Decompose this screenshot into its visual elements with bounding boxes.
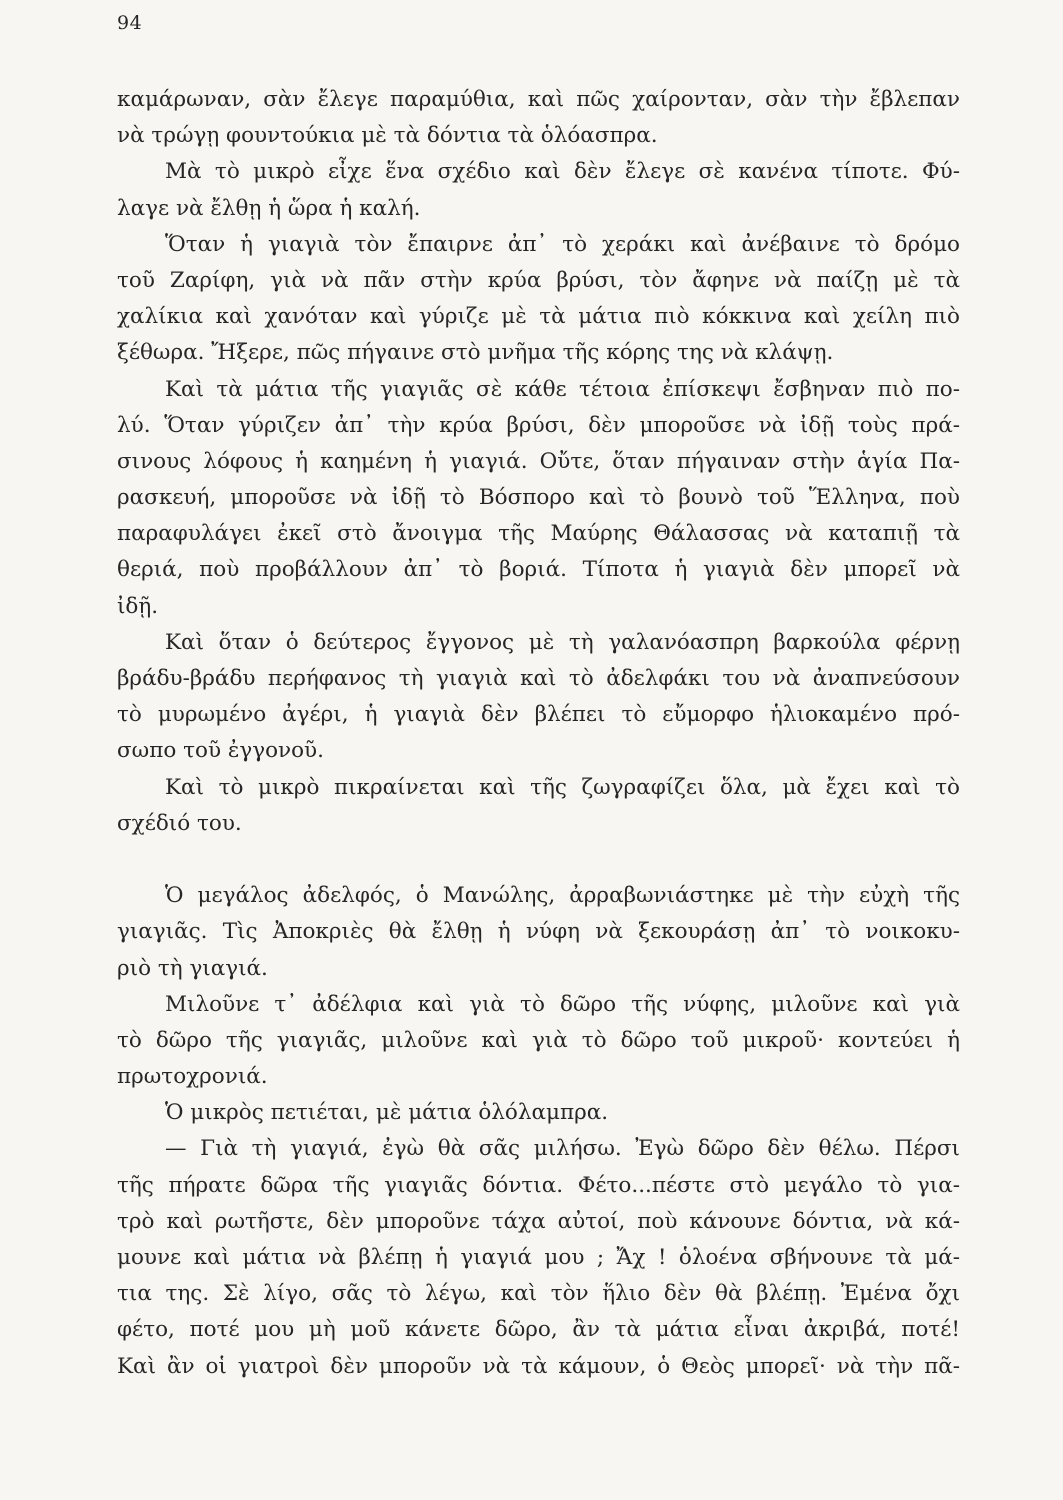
text-line: νὰ τρώγῃ φουντούκια μὲ τὰ δόντια τὰ ὁλόασπρα. [117,123,658,149]
text-line: λαγε νὰ ἔλθῃ ἡ ὥρα ἡ καλή. [117,195,421,221]
text-line: λύ. Ὅταν γύριζεν ἀπ᾽ τὴν κρύα βρύσι, δὲν μποροῦσε νὰ ἰδῇ τοὺς πρά- [117,412,960,438]
text-line: Καὶ ἂν οἱ γιατροὶ δὲν μποροῦν νὰ τὰ κάμουν, ὁ Θεὸς μπορεῖ· νὰ τὴν πᾶ- [117,1353,960,1379]
text-line: χαλίκια καὶ χανόταν καὶ γύριζε μὲ τὰ μάτια πιὸ κόκκινα καὶ χείλη πιὸ [117,304,960,330]
text-line: Ὅταν ἡ γιαγιὰ τὸν ἔπαιρνε ἀπ᾽ τὸ χεράκι καὶ ἀνέβαινε τὸ δρόμο [165,231,960,257]
text-line: Μιλοῦνε τ᾽ ἀδέλφια καὶ γιὰ τὸ δῶρο τῆς νύφης, μιλοῦνε καὶ γιὰ [165,991,960,1017]
text-line: τοῦ Ζαρίφη, γιὰ νὰ πᾶν στὴν κρύα βρύσι, τὸν ἄφηνε νὰ παίζῃ μὲ τὰ [117,267,960,293]
text-line: Μὰ τὸ μικρὸ εἶχε ἕνα σχέδιο καὶ δὲν ἔλεγε σὲ κανένα τίποτε. Φύ- [165,159,960,185]
text-line: τῆς πήρατε δῶρα τῆς γιαγιᾶς δόντια. Φέτο...πέστε στὸ μεγάλο τὸ για- [117,1172,960,1198]
text-line: ριὸ τὴ γιαγιά. [117,955,268,981]
text-line: Καὶ τὸ μικρὸ πικραίνεται καὶ τῆς ζωγραφίζει ὅλα, μὰ ἔχει καὶ τὸ [165,774,960,800]
text-line: σινους λόφους ἡ καημένη ἡ γιαγιά. Οὔτε, ὅταν πήγαιναν στὴν ἁγία Πα- [117,448,960,474]
text-line: καμάρωναν, σὰν ἔλεγε παραμύθια, καὶ πῶς χαίρονταν, σὰν τὴν ἔβλεπαν [117,87,960,112]
text-line: παραφυλάγει ἐκεῖ στὸ ἄνοιγμα τῆς Μαύρης Θάλασσας νὰ καταπιῇ τὰ [117,521,960,547]
paragraph-gap [117,842,960,878]
text-line: ἰδῇ. [117,593,159,619]
text-line: γιαγιᾶς. Τὶς Ἀποκριὲς θὰ ἔλθῃ ἡ νύφη νὰ ξεκουράσῃ ἀπ᾽ τὸ νοικοκυ- [117,919,960,945]
text-line: Ὁ μεγάλος ἀδελφός, ὁ Μανώλης, ἀρραβωνιάστηκε μὲ τὴν εὐχὴ τῆς [165,883,960,909]
text-line: θεριά, ποὺ προβάλλουν ἀπ᾽ τὸ βοριά. Τίποτα ἡ γιαγιὰ δὲν μπορεῖ νὰ [117,557,960,583]
text-line: τὸ δῶρο τῆς γιαγιᾶς, μιλοῦνε καὶ γιὰ τὸ δῶρο τοῦ μικροῦ· κοντεύει ἡ [117,1027,960,1053]
page-number: 94 [117,12,143,34]
text-line: τρὸ καὶ ρωτῆστε, δὲν μποροῦνε τάχα αὐτοί, ποὺ κάνουνε δόντια, νὰ κά- [117,1208,960,1234]
text-line: μουνε καὶ μάτια νὰ βλέπῃ ἡ γιαγιά μου ; Ἄχ ! ὁλοένα σβήνουνε τὰ μά- [117,1245,960,1270]
text-line: τὸ μυρωμένο ἀγέρι, ἡ γιαγιὰ δὲν βλέπει τὸ εὔμορφο ἡλιοκαμένο πρό- [117,702,960,728]
text-line: Ὁ μικρὸς πετιέται, μὲ μάτια ὁλόλαμπρα. [165,1100,609,1126]
text-line: τια της. Σὲ λίγο, σᾶς τὸ λέγω, καὶ τὸν ἥλιο δὲν θὰ βλέπῃ. Ἐμένα ὄχι [117,1281,960,1307]
text-line: Καὶ τὰ μάτια τῆς γιαγιᾶς σὲ κάθε τέτοια ἐπίσκεψι ἔσβηναν πιὸ πο- [165,376,960,402]
text-line: ξέθωρα. Ἤξερε, πῶς πήγαινε στὸ μνῆμα τῆς κόρης της νὰ κλάψῃ. [117,340,834,366]
text-line: πρωτοχρονιά. [117,1064,268,1090]
body-text [117,82,960,1385]
text-line: σχέδιό του. [117,810,242,836]
text-line: βράδυ-βράδυ περήφανος τὴ γιαγιὰ καὶ τὸ ἀδελφάκι του νὰ ἀναπνεύσουν [117,666,960,691]
text-line: σωπο τοῦ ἐγγονοῦ. [117,738,324,764]
text-line: Καὶ ὅταν ὁ δεύτερος ἔγγονος μὲ τὴ γαλανόασπρη βαρκούλα φέρνῃ [165,629,960,655]
text-line: φέτο, ποτέ μου μὴ μοῦ κάνετε δῶρο, ἂν τὰ μάτια εἶναι ἀκριβά, ποτέ! [117,1317,960,1343]
text-line: ρασκευή, μποροῦσε νὰ ἰδῇ τὸ Βόσπορο καὶ τὸ βουνὸ τοῦ Ἕλληνα, ποὺ [117,485,960,511]
text-line: — Γιὰ τὴ γιαγιά, ἐγὼ θὰ σᾶς μιλήσω. Ἐγὼ δῶρο δὲν θέλω. Πέρσι [165,1136,960,1162]
